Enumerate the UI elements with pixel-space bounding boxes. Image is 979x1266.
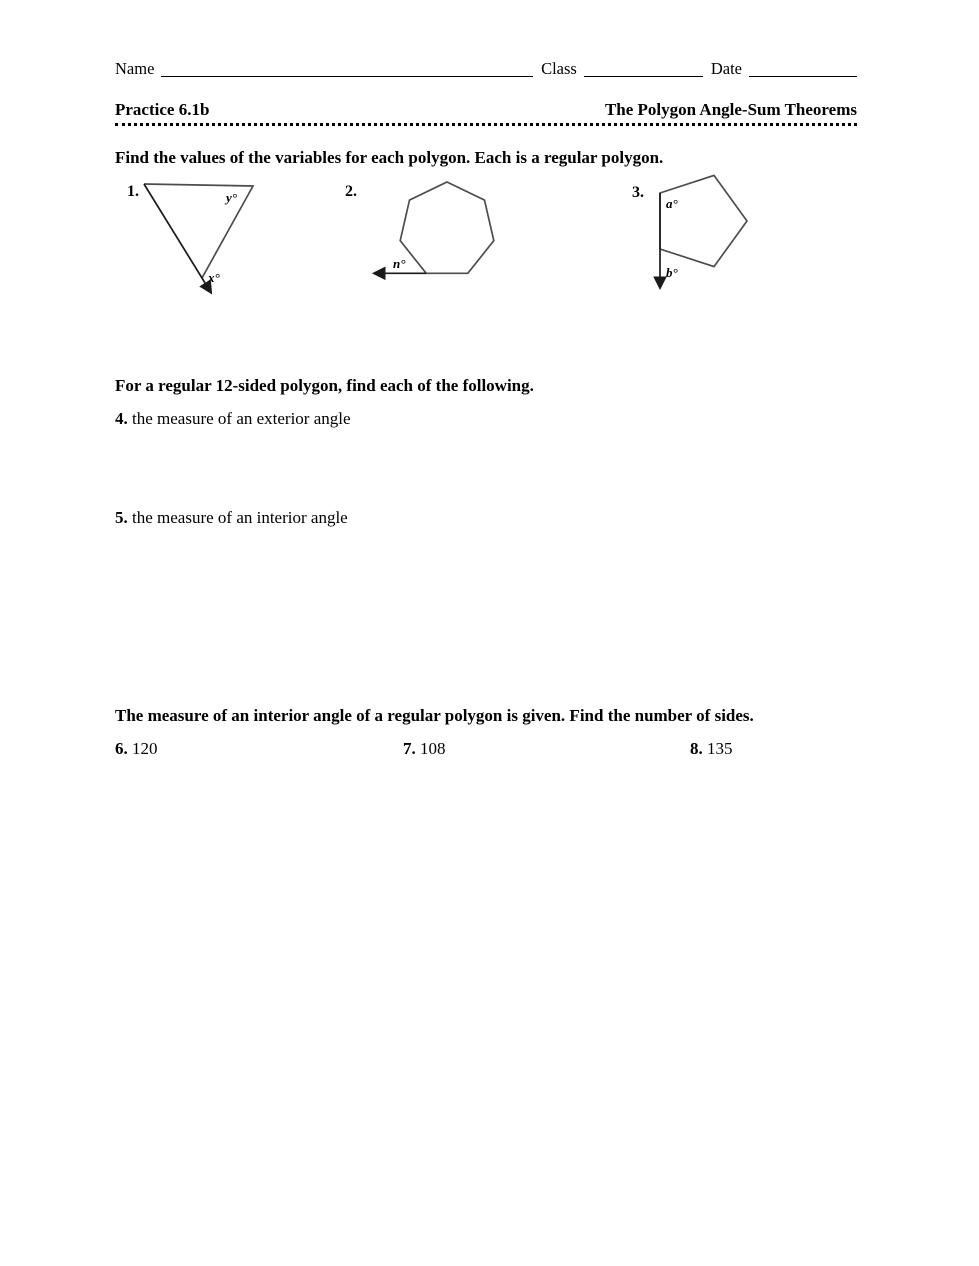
- figure-3-number: 3.: [632, 184, 644, 201]
- section2-instruction: For a regular 12-sided polygon, find each of the following.: [115, 376, 534, 395]
- item-8: [690, 739, 733, 759]
- item-6-value: 120: [132, 739, 158, 758]
- worksheet-title: The Polygon Angle-Sum Theorems: [604, 100, 857, 119]
- heptagon-outline: [400, 182, 494, 273]
- figure-3-pentagon: [640, 168, 760, 298]
- angle-label-x: x°: [208, 270, 220, 285]
- header-row: [115, 59, 857, 78]
- date-blank-line: [749, 61, 857, 77]
- date-label: Date: [710, 59, 742, 78]
- title-rule-row: [115, 100, 857, 126]
- item-8-number: 8.: [690, 739, 703, 758]
- angle-label-n: n°: [393, 256, 406, 271]
- practice-title: Practice 6.1b: [115, 100, 210, 119]
- angle-label-b: b°: [666, 265, 678, 280]
- pentagon-outline: [660, 175, 747, 266]
- name-blank-line: [161, 61, 533, 77]
- item-8-value: 135: [707, 739, 733, 758]
- section3-instruction: The measure of an interior angle of a regular polygon is given. Find the number of sides.: [115, 706, 754, 725]
- angle-label-a: a°: [666, 196, 678, 211]
- item-5-number: 5.: [115, 508, 128, 527]
- section1-instruction: Find the values of the variables for each polygon. Each is a regular polygon.: [115, 148, 664, 167]
- item-7-number: 7.: [403, 739, 416, 758]
- class-blank-line: [584, 61, 703, 77]
- figure-1-triangle: [135, 176, 285, 311]
- item-6: [115, 739, 158, 759]
- figure-2-heptagon: [360, 174, 505, 284]
- item-4-number: 4.: [115, 409, 128, 428]
- item-5-text: the measure of an interior angle: [132, 508, 348, 527]
- class-label: Class: [541, 59, 577, 78]
- figure-1-number: 1.: [127, 183, 139, 200]
- extended-side-ray: [144, 184, 210, 291]
- item-6-number: 6.: [115, 739, 128, 758]
- item-7-value: 108: [420, 739, 446, 758]
- angle-label-y: y°: [226, 190, 237, 205]
- item-7: [403, 739, 446, 759]
- item-4: [115, 409, 351, 429]
- name-label: Name: [115, 59, 155, 78]
- item-5: [115, 508, 348, 528]
- item-4-text: the measure of an exterior angle: [132, 409, 351, 428]
- figure-2-number: 2.: [345, 183, 357, 200]
